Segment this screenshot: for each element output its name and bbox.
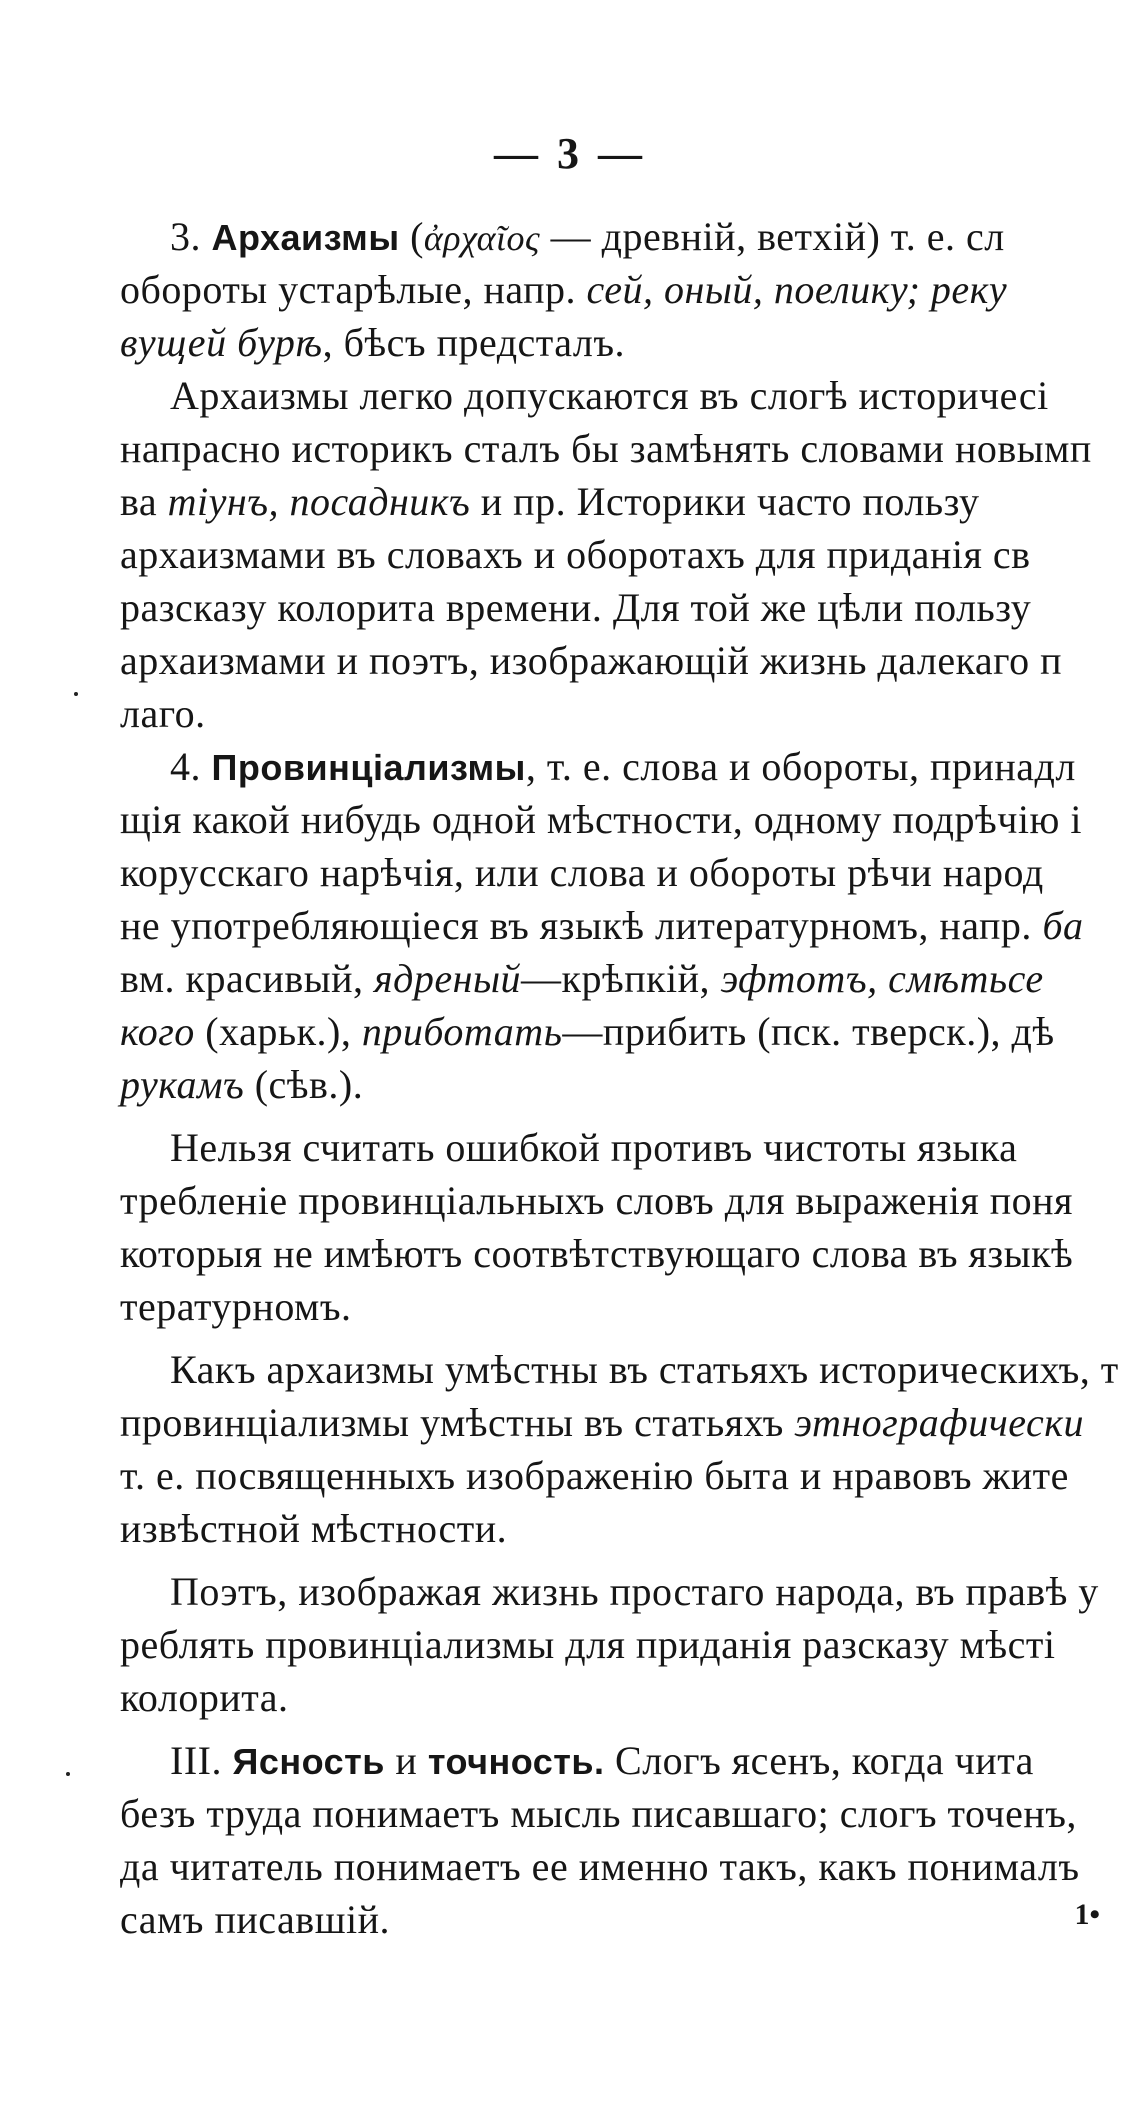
text-line	[120, 1227, 1140, 1280]
text-line	[120, 1396, 1140, 1449]
bold-term: точность.	[427, 1741, 605, 1782]
text-run: (сѣв.).	[244, 1062, 364, 1107]
italic-example: этнографически	[794, 1400, 1084, 1445]
text-run: вм. красивый,	[120, 956, 375, 1001]
ink-speck	[66, 1772, 70, 1776]
text-run: ва	[120, 479, 168, 524]
text-run: —крѣпкій,	[521, 956, 721, 1001]
text-run: Какъ архаизмы умѣстны въ статьяхъ историческихъ, т	[170, 1347, 1119, 1392]
text-line	[120, 1280, 1140, 1333]
text-line	[120, 793, 1140, 846]
italic-example: тіунъ, посадникъ	[167, 479, 471, 524]
italic-example: эфтотъ, смѣтьсе	[720, 956, 1044, 1001]
text-run: корусскаго нарѣчія, или слова и обороты рѣчи народ	[120, 850, 1044, 895]
text-run: напрасно историкъ сталъ бы замѣнять словами новымп	[120, 426, 1092, 471]
text-run: — древній, ветхій) т. е. сл	[540, 214, 1005, 259]
text-run: извѣстной мѣстности.	[120, 1506, 508, 1551]
text-line	[120, 210, 1140, 263]
text-run: и пр. Историки часто пользу	[470, 479, 980, 524]
italic-example: сей, оный, поелику; реку	[586, 267, 1008, 312]
bold-term: Архаизмы	[211, 217, 400, 258]
text-line	[120, 316, 1140, 369]
text-run: разсказу колорита времени. Для той же цѣли пользу	[120, 585, 1032, 630]
text-run: Нельзя считать ошибкой противъ чистоты языка	[170, 1125, 1018, 1170]
page-body-text	[120, 210, 1140, 1946]
italic-example: приботать	[361, 1009, 563, 1054]
text-line	[120, 1787, 1140, 1840]
text-run: тературномъ.	[120, 1284, 352, 1329]
italic-example: рукамъ	[120, 1062, 245, 1107]
signature-mark: 1•	[1074, 1898, 1100, 1931]
text-run: архаизмами и поэтъ, изображающій жизнь далекаго п	[120, 638, 1062, 683]
text-line	[120, 1502, 1140, 1555]
text-run: обороты устарѣлые, напр.	[120, 267, 587, 312]
text-line	[120, 634, 1140, 687]
text-run: , т. е. слова и обороты, принадл	[525, 744, 1076, 789]
text-line	[120, 952, 1140, 1005]
page-number: — 3 —	[494, 129, 646, 178]
text-line	[120, 1058, 1140, 1111]
text-run: да читатель понимаетъ ее именно такъ, какъ понималъ	[120, 1844, 1080, 1889]
text-line	[120, 1174, 1140, 1227]
text-line	[120, 1618, 1140, 1671]
text-line	[120, 1893, 1140, 1946]
text-line	[120, 846, 1140, 899]
text-run: Слогъ ясенъ, когда чита	[604, 1738, 1034, 1783]
text-line	[120, 1343, 1140, 1396]
text-line	[120, 528, 1140, 581]
italic-example: ἀρχαῖος	[423, 218, 541, 258]
text-line	[120, 581, 1140, 634]
text-run: —прибить (пск. тверск.), дѣ	[562, 1009, 1055, 1054]
text-run: (	[399, 214, 424, 259]
bold-term: Провинціализмы	[211, 747, 526, 788]
text-line	[120, 1565, 1140, 1618]
text-run: и	[384, 1738, 428, 1783]
text-run: , бѣсъ предсталъ.	[322, 320, 626, 365]
text-line	[120, 1449, 1140, 1502]
text-run: требленіе провинціальныхъ словъ для выраженія поня	[120, 1178, 1073, 1223]
text-run: провинціализмы умѣстны въ статьяхъ	[120, 1400, 795, 1445]
text-line	[120, 263, 1140, 316]
text-run: колорита.	[120, 1675, 289, 1720]
text-line	[120, 369, 1140, 422]
text-line	[120, 687, 1140, 740]
text-run: (харьк.),	[194, 1009, 362, 1054]
ink-speck	[74, 692, 78, 696]
text-line	[120, 1671, 1140, 1724]
text-run: Поэтъ, изображая жизнь простаго народа, въ правѣ у	[170, 1569, 1099, 1614]
text-line	[120, 475, 1140, 528]
text-run: III.	[170, 1738, 233, 1783]
text-run: щія какой нибудь одной мѣстности, одному подрѣчію і	[120, 797, 1082, 842]
italic-example: кого	[120, 1009, 195, 1054]
text-run: реблять провинціализмы для приданія разсказу мѣсті	[120, 1622, 1056, 1667]
bold-term: Ясность	[232, 1741, 385, 1782]
text-line	[120, 899, 1140, 952]
text-run: не употребляющіеся въ языкѣ литературномъ, напр.	[120, 903, 1043, 948]
text-run: Архаизмы легко допускаются въ слогѣ историчесі	[170, 373, 1049, 418]
text-line	[120, 1121, 1140, 1174]
text-line	[120, 422, 1140, 475]
italic-example: вущей бурѣ	[120, 320, 323, 365]
italic-example: ядреный	[374, 956, 522, 1001]
text-run: архаизмами въ словахъ и оборотахъ для приданія св	[120, 532, 1031, 577]
text-run: самъ писавшій.	[120, 1897, 391, 1942]
text-run: которыя не имѣютъ соотвѣтствующаго слова въ языкѣ	[120, 1231, 1074, 1276]
text-line	[120, 1005, 1140, 1058]
text-line	[120, 740, 1140, 793]
text-line	[120, 1840, 1140, 1893]
text-run: т. е. посвященныхъ изображенію быта и нравовъ жите	[120, 1453, 1069, 1498]
text-run: безъ труда понимаетъ мысль писавшаго; слогъ точенъ,	[120, 1791, 1077, 1836]
text-run: лаго.	[120, 691, 206, 736]
text-run: 4.	[170, 744, 212, 789]
text-line	[120, 1734, 1140, 1787]
italic-example: ба	[1042, 903, 1084, 948]
text-run: 3.	[170, 214, 212, 259]
